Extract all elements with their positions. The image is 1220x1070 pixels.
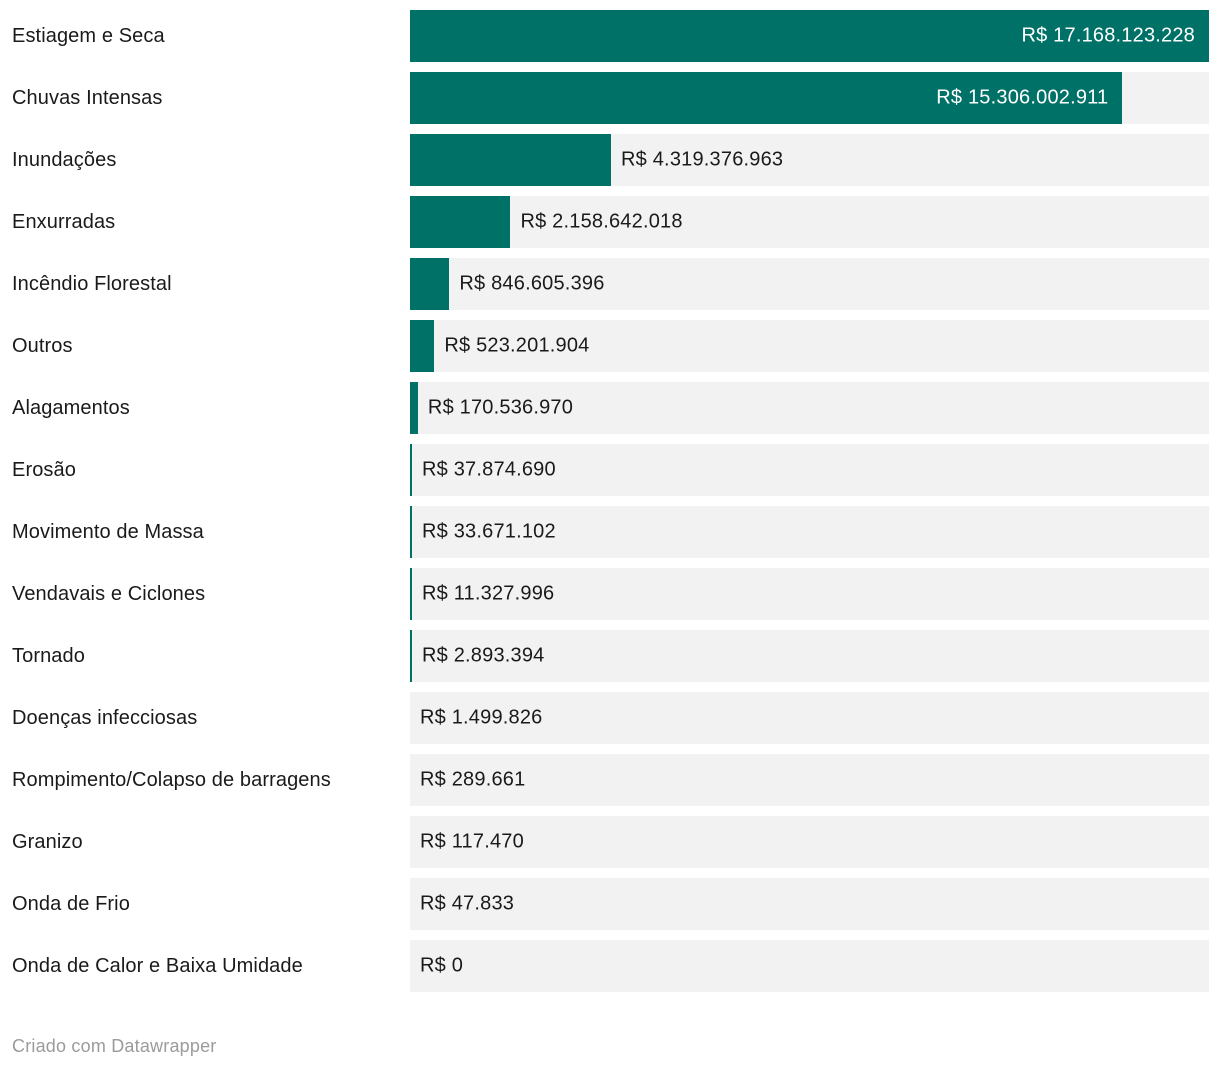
value-label: R$ 33.671.102 [422, 520, 556, 543]
chart-row [0, 10, 1220, 62]
value-label: R$ 11.327.996 [422, 582, 555, 605]
bar-track [410, 320, 1209, 372]
category-label: Onda de Frio [12, 892, 130, 915]
bar [410, 444, 412, 496]
category-label: Granizo [12, 830, 83, 853]
chart-row [0, 940, 1220, 992]
chart-row [0, 134, 1220, 186]
datawrapper-credit[interactable]: Criado com Datawrapper [12, 1036, 217, 1056]
chart-row [0, 72, 1220, 124]
value-label: R$ 170.536.970 [427, 396, 574, 419]
value-label: R$ 17.168.123.228 [1021, 24, 1195, 47]
chart-row [0, 816, 1220, 868]
bar-track [410, 258, 1209, 310]
bar [410, 630, 412, 682]
bar-track [410, 754, 1209, 806]
bar-track [410, 72, 1209, 124]
value-label: R$ 846.605.396 [459, 272, 605, 295]
bar-track [410, 196, 1209, 248]
chart-row [0, 568, 1220, 620]
category-label: Doenças infecciosas [12, 706, 198, 729]
value-label: R$ 117.470 [420, 830, 524, 853]
chart-row [0, 506, 1220, 558]
chart-row [0, 878, 1220, 930]
bar [410, 382, 418, 434]
bar-track [410, 382, 1209, 434]
value-label: R$ 47.833 [420, 892, 515, 915]
category-label: Erosão [12, 458, 76, 481]
value-label: R$ 15.306.002.911 [936, 86, 1109, 109]
chart-row [0, 196, 1220, 248]
bar-track [410, 692, 1209, 744]
category-label: Rompimento/Colapso de barragens [12, 768, 331, 791]
category-label: Tornado [12, 644, 85, 667]
bar-track [410, 444, 1209, 496]
chart-row [0, 444, 1220, 496]
bar-track [410, 940, 1209, 992]
bar [410, 196, 510, 248]
chart-row [0, 382, 1220, 434]
value-label: R$ 2.158.642.018 [520, 210, 683, 233]
category-label: Inundações [12, 148, 117, 171]
category-label: Vendavais e Ciclones [12, 582, 206, 605]
chart-row [0, 754, 1220, 806]
chart-row [0, 258, 1220, 310]
bar-track [410, 878, 1209, 930]
category-label: Movimento de Massa [12, 520, 204, 543]
bar-track [410, 816, 1209, 868]
chart-row [0, 320, 1220, 372]
category-label: Enxurradas [12, 210, 116, 233]
chart-row [0, 630, 1220, 682]
bar-track [410, 134, 1209, 186]
bar [410, 568, 412, 620]
bar-track [410, 568, 1209, 620]
category-label: Onda de Calor e Baixa Umidade [12, 954, 303, 977]
value-label: R$ 523.201.904 [444, 334, 590, 357]
bar-track [410, 630, 1209, 682]
bar [410, 134, 611, 186]
value-label: R$ 1.499.826 [420, 706, 543, 729]
value-label: R$ 0 [420, 954, 464, 977]
bar-track [410, 10, 1209, 62]
value-label: R$ 289.661 [420, 768, 526, 791]
category-label: Outros [12, 334, 73, 357]
bar [410, 320, 434, 372]
category-label: Estiagem e Seca [12, 24, 165, 47]
value-label: R$ 4.319.376.963 [621, 148, 784, 171]
category-label: Alagamentos [12, 396, 130, 419]
category-label: Incêndio Florestal [12, 272, 172, 295]
bar [410, 258, 449, 310]
value-label: R$ 37.874.690 [422, 458, 556, 481]
bar [410, 506, 412, 558]
value-label: R$ 2.893.394 [422, 644, 545, 667]
category-label: Chuvas Intensas [12, 86, 163, 109]
bar-track [410, 506, 1209, 558]
chart-row [0, 692, 1220, 744]
